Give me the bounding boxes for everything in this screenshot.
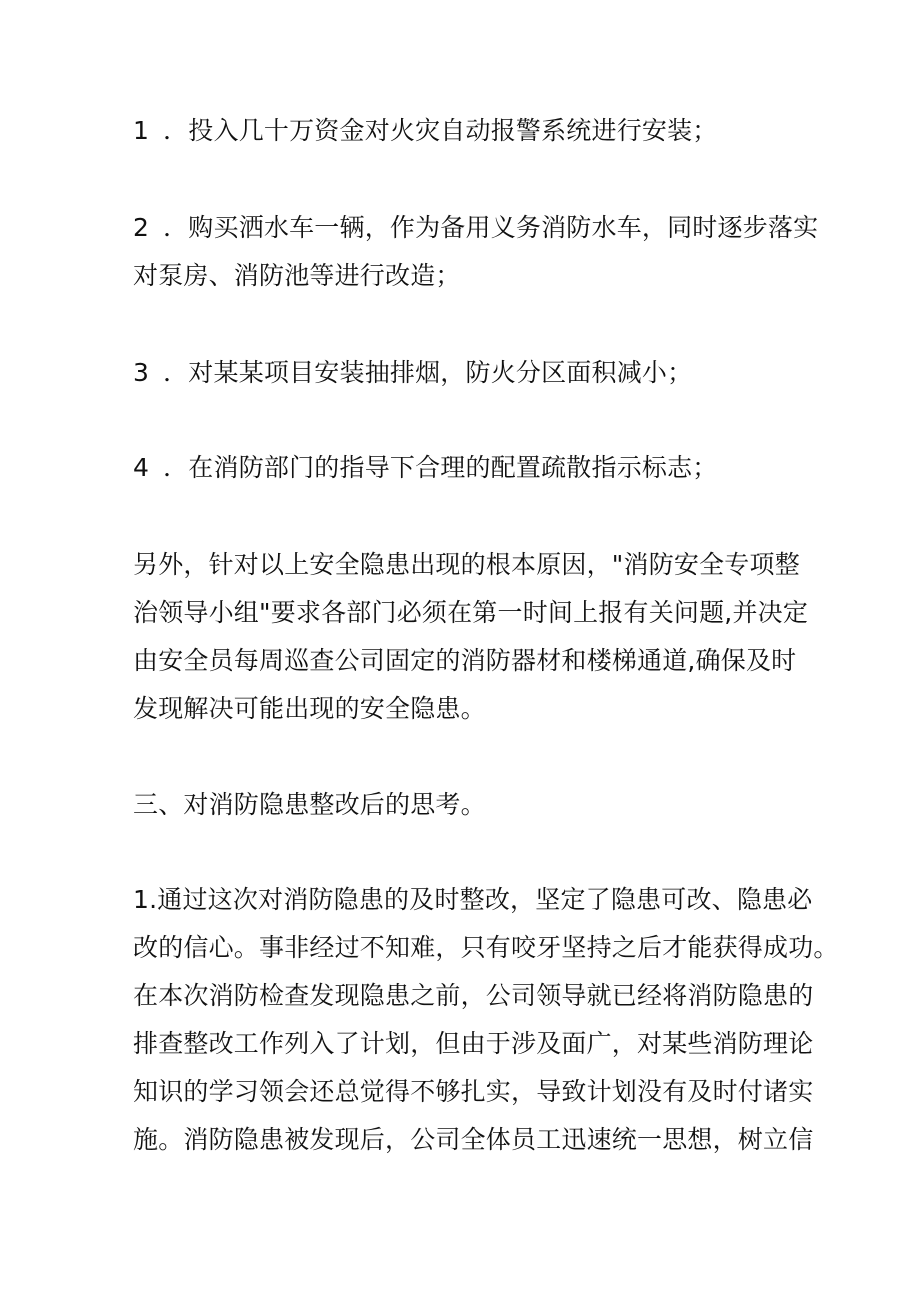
list-number: 3	[133, 358, 150, 387]
paragraph-line: 1.通过这次对消防隐患的及时整改，坚定了隐患可改、隐患必	[133, 885, 813, 914]
paragraph-line: 由安全员每周巡查公司固定的消防器材和楼梯通道,确保及时	[133, 646, 797, 675]
list-item-4	[133, 444, 798, 492]
list-text: ．对某某项目安装抽排烟，防火分区面积减小；	[163, 358, 693, 387]
list-item-3	[133, 349, 798, 397]
list-item-2	[133, 204, 819, 300]
list-number: 1	[133, 116, 150, 145]
list-item-line: 对泵房、消防池等进行改造；	[133, 261, 461, 290]
paragraph-line: 排查整改工作列入了计划，但由于涉及面广，对某些消防理论	[133, 1029, 814, 1058]
paragraph-line: 改的信心。事非经过不知难，只有咬牙坚持之后才能获得成功。	[133, 933, 839, 962]
list-number: 2	[133, 213, 150, 242]
paragraph-line: 施。消防隐患被发现后，公司全体员工迅速统一思想，树立信	[133, 1125, 814, 1154]
list-text: ．购买洒水车一辆，作为备用义务消防水车，同时逐步落实	[163, 213, 819, 242]
paragraph-line: 知识的学习领会还总觉得不够扎实，导致计划没有及时付诸实	[133, 1077, 814, 1106]
list-item-1	[133, 107, 798, 155]
paragraph-line: 发现解决可能出现的安全隐患。	[133, 694, 486, 723]
section-heading	[133, 781, 798, 829]
paragraph-additional-measures	[133, 541, 809, 733]
paragraph-line: 另外，针对以上安全隐患出现的根本原因，"消防安全专项整	[133, 550, 800, 579]
paragraph-reflection	[133, 876, 839, 1164]
paragraph-line: 在本次消防检查发现隐患之前，公司领导就已经将消防隐患的	[133, 981, 814, 1010]
list-number: 4	[133, 453, 150, 482]
paragraph-line: 治领导小组"要求各部门必须在第一时间上报有关问题,并决定	[133, 598, 809, 627]
list-item-line	[133, 107, 798, 155]
list-text: ．投入几十万资金对火灾自动报警系统进行安装；	[163, 116, 718, 145]
list-item-line	[133, 349, 798, 397]
list-item-line	[133, 204, 819, 252]
list-text: ．在消防部门的指导下合理的配置疏散指示标志；	[163, 453, 718, 482]
list-item-line	[133, 444, 798, 492]
section-heading-text: 三、对消防隐患整改后的思考。	[133, 790, 486, 819]
